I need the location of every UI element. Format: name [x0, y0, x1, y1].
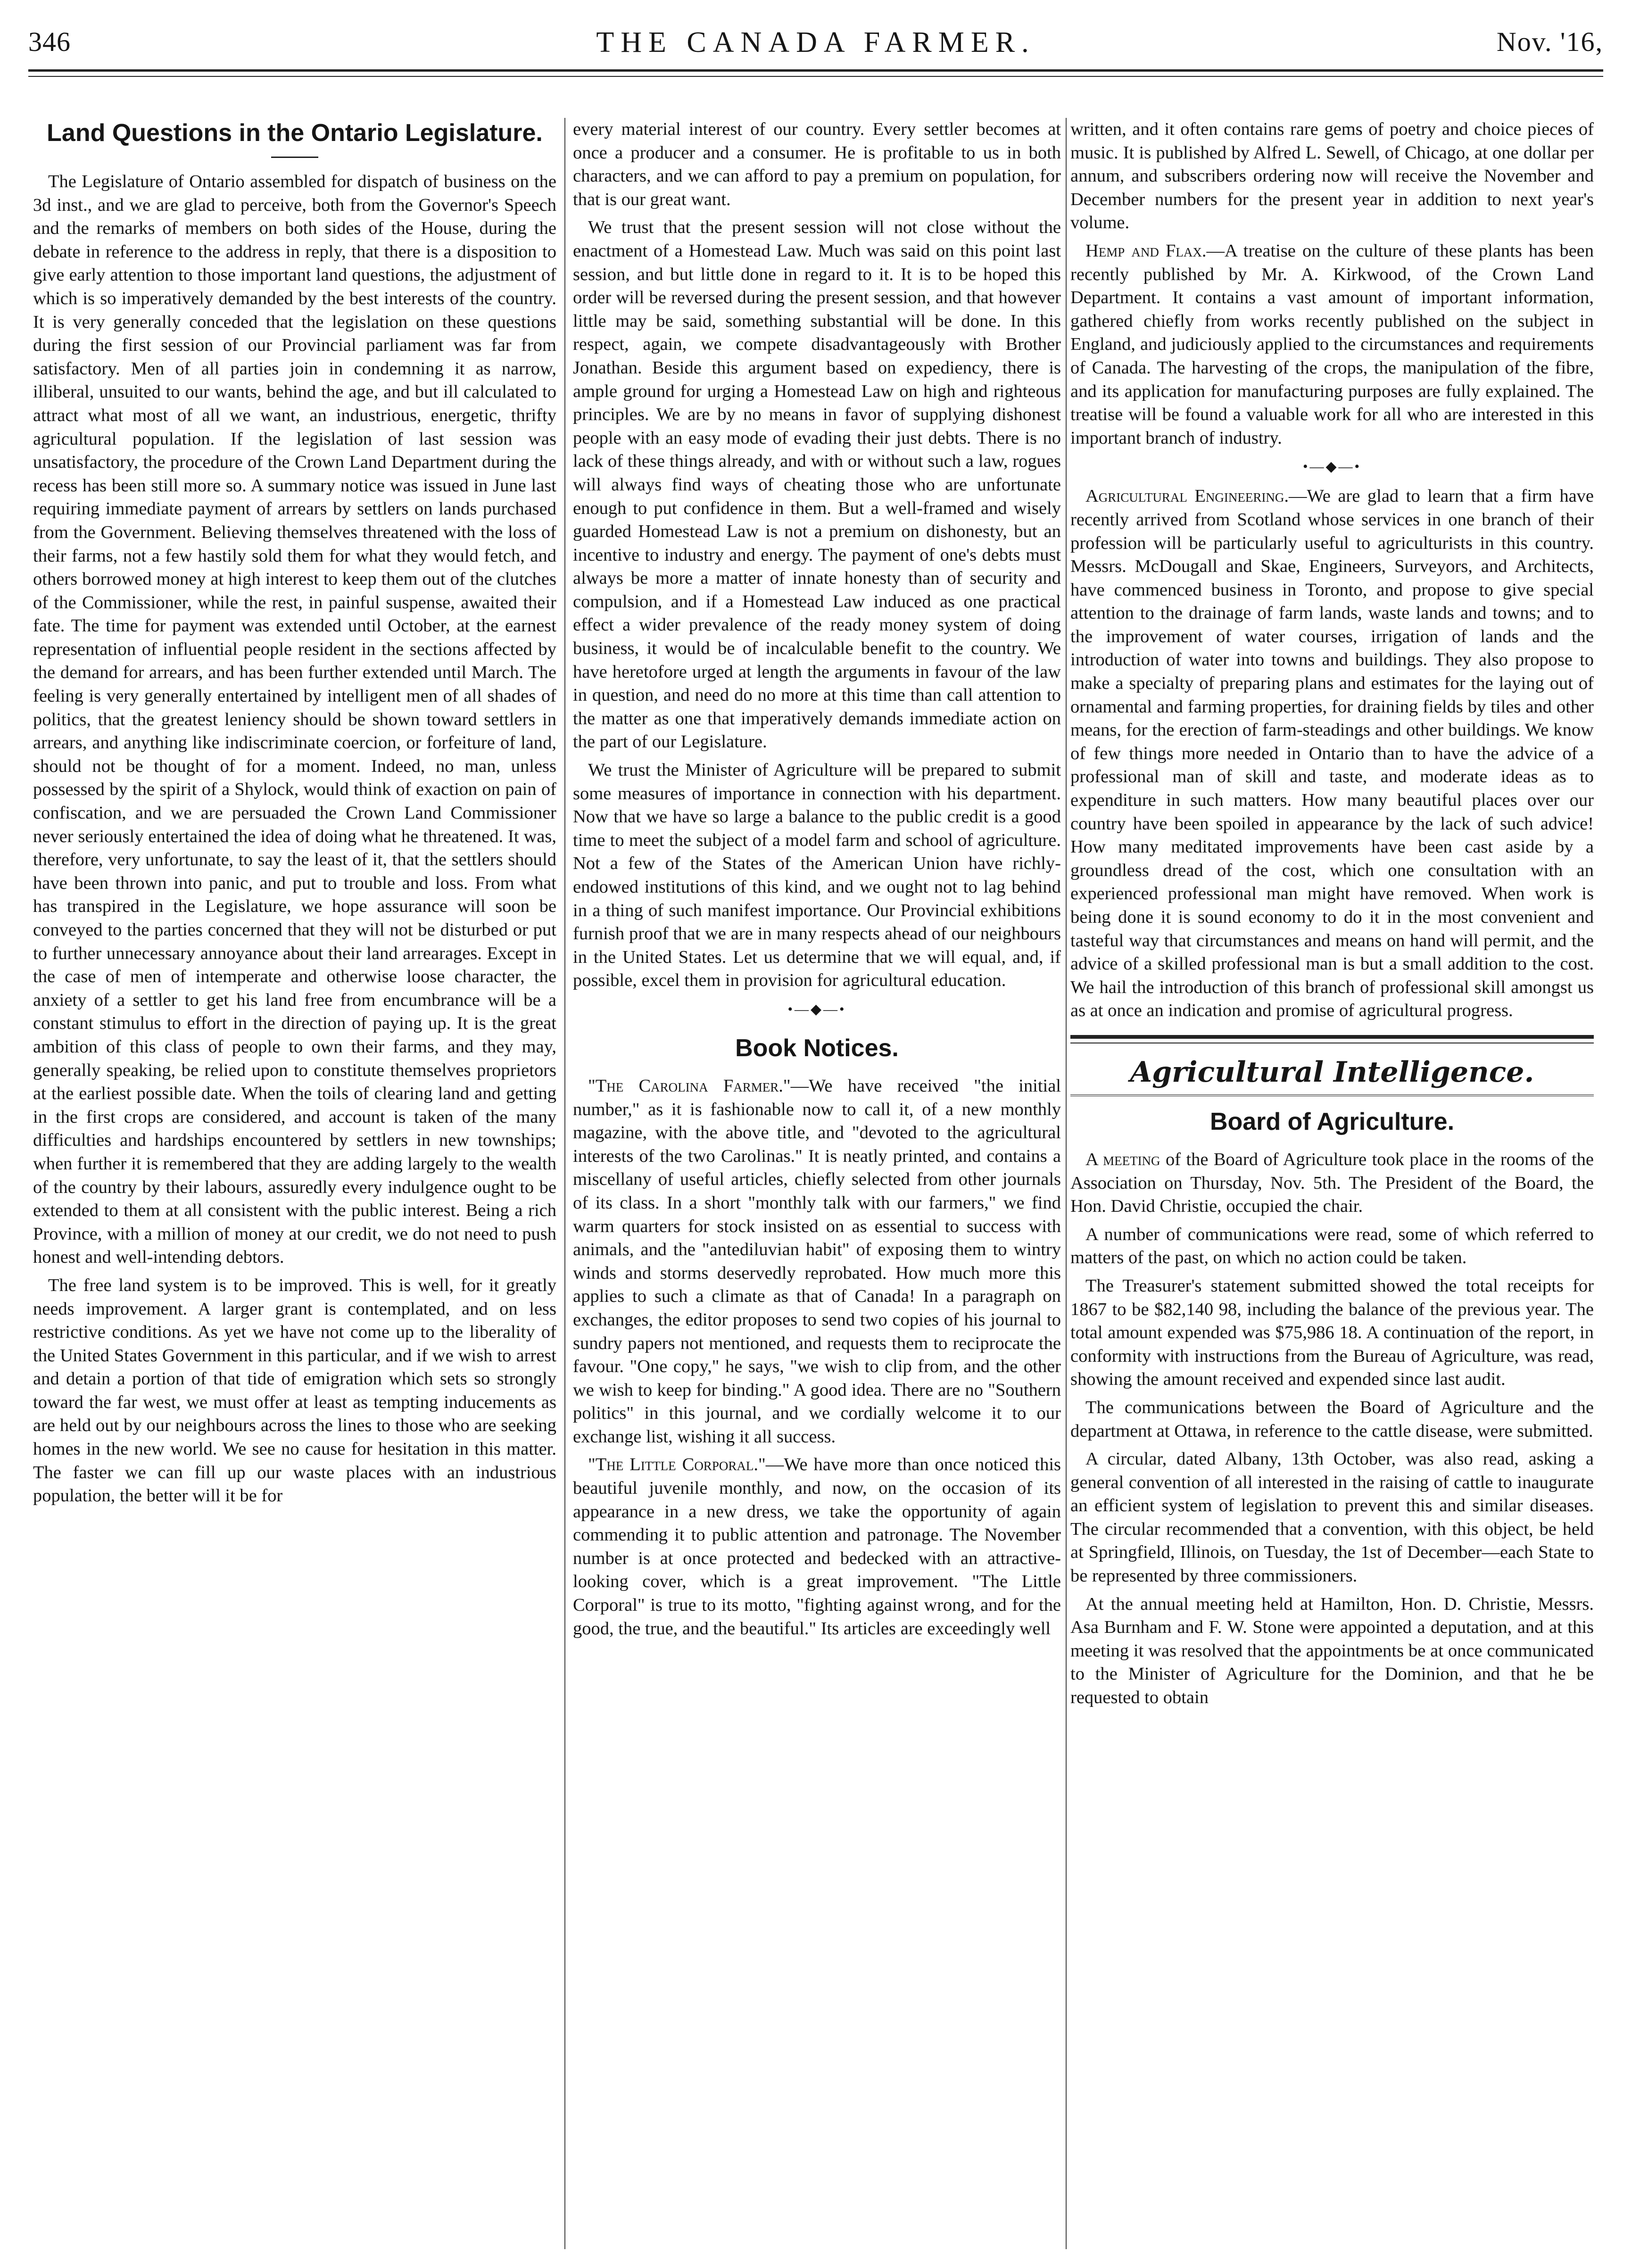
notice-body: —We have received "the initial number," as it is fashionable now to call it, of a new monthly magazine, with the above title, and "devoted to the agricultural interests of the two Carolinas." It is neatly printed, and contains a miscellany of useful articles, chiefly selected from other journals of its class. In a short "monthly talk with our farmers," we find warm quarters for stock insisted on as essential to success with animals, and the "antediluvian habit" of exposing them to wintry winds and storms deservedly reprobated. How much more this applies to such a climate as that of Canada! In a paragraph on exchanges, the editor proposes to send two copies of his journal to sundry papers not mentioned, and requests them to reciprocate the favour. "One copy," he says, "we wish to clip from, and the other we wish to keep for binding." A good idea. There are no "Southern politics" in this journal, and we cordially welcome it to our exchange list, wishing it all success. — [573, 1076, 1061, 1447]
notice-paragraph — [1070, 240, 1594, 450]
notice-paragraph: written, and it often contains rare gems of poetry and choice pieces of music. It is published by Alfred L. Sewell, of Chicago, at one dollar per annum, and subscribers ordering now will receive the November and December numbers for the present year in addition to next year's volume. — [1070, 119, 1594, 233]
article-paragraph: At the annual meeting held at Hamilton, Hon. D. Christie, Messrs. Asa Burnham and F. W. Stone were appointed a deputation, and at this meeting it was resolved that the appointments be at once communicated to the Minister of Agriculture for the Dominion, and that he be requested to obtain — [1070, 1594, 1594, 1708]
title-rule — [271, 157, 318, 158]
article-paragraph: The Legislature of Ontario assembled for dispatch of business on the 3d inst., and we are glad to perceive, both from the Governor's Speech and the remarks of members on both sides of the House, during the debate in reference to the address in reply, that there is a disposition to give early attention to those important land questions, the adjustment of which is so imperatively demanded by the best interests of the country. It is very generally conceded that the legislation on these questions during the first session of our Provincial parliament was far from satisfactory. Men of all parties join in condemning it as narrow, illiberal, unsuited to our wants, behind the age, and but ill calculated to attract what most of all we want, an industrious, energetic, thrifty agricultural population. If the legislation of last session was unsatisfactory, the procedure of the Crown Land Department during the recess has been still more so. A summary notice was issued in June last requiring immediate payment of arrears by settlers on lands purchased from the Government. Believing themselves threatened with the loss of their farms, not a few hastily sold them for what they would fetch, and others borrowed money at high interest to keep them out of the clutches of the Commissioner, while the rest, in painful suspense, awaited their fate. The time for payment was extended until October, at the earnest representation of influential people resident in the sections affected by the demand for arrears, and has been further extended until March. The feeling is very generally entertained by intelligent men of all shades of politics, that the greatest leniency should be shown toward settlers in arrears, and anything like indiscriminate coercion, or forfeiture of land, should not be thought of for a moment. Indeed, no man, unless possessed by the spirit of a Shylock, would think of exaction on pain of confiscation, and we are persuaded the Crown Land Commissioner never seriously entertained the idea of doing what he threatened. It was, therefore, very unfortunate, to say the least of it, that the settlers should have been thrown into panic, and put to trouble and loss. From what has transpired in the Legislature, we hope assurance will soon be conveyed to the parties concerned that they will not be disturbed or put to further unnecessary annoyance about their land arrearages. Except in the case of men of intemperate and otherwise loose character, the anxiety of a settler to get his land free from encumbrance will be a constant stimulus to effort in the direction of paying up. It is the great ambition of this class of people to own their farms, and they may, generally speaking, be relied upon to constitute themselves proprietors at the earliest possible date. When the toils of clearing land and getting in the first crops are considered, and account is taken of the many difficulties and hardships encountered by settlers in new townships; when further it is remembered that they are adding largely to the wealth of the country by their labours, assuredly every indulgence ought to be extended to them at all consistent with the public interest. Being a rich Province, with a million of money at our credit, we do not need to push honest and well-intending debtors. — [33, 172, 556, 1267]
notice-lead: "The Little Corporal." — [588, 1455, 766, 1475]
article-paragraph: A number of communications were read, some of which referred to matters of the past, on which no action could be taken. — [1070, 1224, 1594, 1268]
header-rule-thin — [28, 76, 1603, 77]
department-heading: Agricultural Intelligence. — [1130, 1055, 1534, 1089]
page-header — [28, 26, 1603, 97]
section-ornament: •—◆—• — [1302, 459, 1362, 475]
article-title-land-questions: Land Questions in the Ontario Legislature. — [47, 119, 543, 147]
column-divider-2 — [1066, 118, 1067, 2249]
masthead-title: THE CANADA FARMER. — [596, 26, 1035, 58]
section-title-board-of-agriculture: Board of Agriculture. — [1209, 1108, 1455, 1135]
article-paragraph — [1070, 1148, 1594, 1218]
article-paragraph: The communications between the Board of Agriculture and the department at Ottawa, in reference to the cattle disease, were submitted. — [1070, 1397, 1594, 1441]
article-paragraph: We trust the Minister of Agriculture will be prepared to submit some measures of importance in connection with his department. Now that we have so large a balance to the public credit is a good time to meet the subject of a model farm and school of agriculture. Not a few of the States of the American Union have richly-endowed institutions of this kind, and we ought not to lag behind in a thing of such manifest importance. Our Provincial exhibitions furnish proof that we are in many respects ahead of our neighbours in the United States. Let us determine that we will equal, and, if possible, excel them in provision for agricultural education. — [573, 760, 1061, 991]
column-divider-1 — [564, 118, 565, 2249]
department-rule-double — [1070, 1094, 1594, 1097]
department-rule-top — [1070, 1035, 1594, 1039]
paragraph-lead: A meeting — [1085, 1149, 1160, 1169]
article-paragraph: A circular, dated Albany, 13th October, was also read, asking a general convention of all interested in the raising of cattle to inaugurate an efficient system of legislation to prevent this and similar diseases. The circular recommended that a convention, with this object, be held at Springfield, Illinois, on Tuesday, the 1st of December—each State to be represented by three commissioners. — [1070, 1449, 1594, 1586]
article-paragraph: The free land system is to be improved. This is well, for it greatly needs improvement. A larger grant is contemplated, and on less restrictive conditions. As yet we have not come up to the liberality of the United States Government in this particular, and if we wish to arrest and detain a portion of that tide of emigration which sets so strongly toward the far west, we must offer at least as tempting inducements as are held out by our neighbours across the lines to those who are seeking homes in the new world. We see no cause for hesitation in this matter. The faster we can fill up our waste places with an industrious population, the better will it be for — [33, 1275, 556, 1506]
notice-paragraph — [1070, 485, 1594, 1023]
notice-paragraph — [573, 1453, 1061, 1640]
article-paragraph: We trust that the present session will not close without the enactment of a Homestead Law. Much was said on this point last session, and but little done in regard to it. It is to be hoped this order will be reversed during the present session, and that however little may be said, something substantial will be done. In this respect, again, we compete disadvantageously with Brother Jonathan. Beside this argument based on expediency, there is ample ground for urging a Homestead Law on high and righteous principles. We are by no means in favor of supplying dishonest people with an easy mode of evading their just debts. There is no lack of these things already, and with or without such a law, rogues will always find ways of cheating those who are unfortunate enough to put confidence in them. But a well-framed and wisely guarded Homestead Law is not a premium on dishonesty, but an incentive to industry and energy. The payment of one's debts must always be more a matter of innate honesty than of security and compulsion, and if a Homestead Law induced as one practical effect a wider prevalence of the ready money system of doing business, it would be of incalculable benefit to the country. We have heretofore urged at length the arguments in favour of the law in question, and need do no more at this time than call attention to the matter as one that imperatively demands immediate action on the part of our Legislature. — [573, 217, 1061, 752]
header-rule-thick — [28, 69, 1603, 72]
notice-lead: Agricultural Engineering. — [1085, 486, 1289, 506]
notice-lead: Hemp and Flax. — [1085, 240, 1207, 261]
notice-paragraph — [573, 1075, 1061, 1449]
page-number: 346 — [28, 26, 71, 57]
article-paragraph: every material interest of our country. Every settler becomes at once a producer and a consumer. He is profitable to us in both characters, and we can afford to pay a premium on population, for that is our great want. — [573, 119, 1061, 209]
notice-body: —We are glad to learn that a firm have recently arrived from Scotland whose services in one branch of their profession will be particularly useful to agriculturists in this country. Messrs. McDougall and Skae, Engineers, Surveyors, and Architects, have commenced business in Toronto, and propose to give special attention to the drainage of farm lands, waste lands and towns; and to the improvement of water courses, irrigation of lands and the introduction of water into towns and buildings. They also propose to make a specialty of preparing plans and estimates for the laying out of ornamental and farming properties, for draining fields by tiles and other means, for the erection of farm-steadings and other buildings. We know of few things more needed in Ontario than to have the advice of a professional man of skill and taste, and moderate ideas as to expenditure in such matters. How many beautiful places over our country have been spoiled in appearance by the lack of such advice! How many meditated improvements have been cast aside by a groundless dread of the cost, which one consultation with an experienced professional man might have removed. When work is being done it is sound economy to do it in the most convenient and tasteful way that circumstances and means on hand will permit, and the advice of a skilled professional man is but a small addition to the cost. We hail the introduction of this branch of professional skill amongst us as at once an indication and promise of agricultural progress. — [1070, 486, 1594, 1021]
issue-date: Nov. '16, — [1496, 26, 1603, 57]
column-2 — [573, 118, 1061, 2249]
section-ornament: •—◆—• — [787, 1001, 846, 1017]
notice-lead: "The Carolina Farmer." — [588, 1076, 791, 1096]
article-paragraph: The Treasurer's statement submitted showed the total receipts for 1867 to be $82,140 98, including the balance of the previous year. The total amount expended was $75,986 18. A continuation of the report, in conformity with instructions from the Bureau of Agriculture, was read, showing the amount received and expended since last audit. — [1070, 1275, 1594, 1390]
column-3 — [1070, 118, 1594, 2249]
column-1 — [33, 118, 556, 2249]
section-title-book-notices: Book Notices. — [735, 1034, 899, 1062]
notice-body: —A treatise on the culture of these plants has been recently published by Mr. A. Kirkwood, of the Crown Land Department. It contains a vast amount of important information, gathered chiefly from works recently published on the subject in England, and judiciously applied to the circumstances and requirements of Canada. The harvesting of the crops, the manipulation of the fibre, and its application for manufacturing purposes are fully explained. The treatise will be found a valuable work for all who are interested in this important branch of industry. — [1070, 240, 1594, 448]
notice-body: —We have more than once noticed this beautiful juvenile monthly, and now, on the occasion of its appearance in a new dress, we take the opportunity of again commending it to public attention and patronage. The November number is at once protected and bedecked with an attractive-looking cover, which is a great improvement. "The Little Corporal" is true to its motto, "fighting against wrong, and for the good, the true, and the beautiful." Its articles are exceedingly well — [573, 1455, 1061, 1639]
paragraph-body: of the Board of Agriculture took place in the rooms of the Association on Thursday, Nov. 5th. The President of the Board, the Hon. David Christie, occupied the chair. — [1070, 1149, 1594, 1217]
